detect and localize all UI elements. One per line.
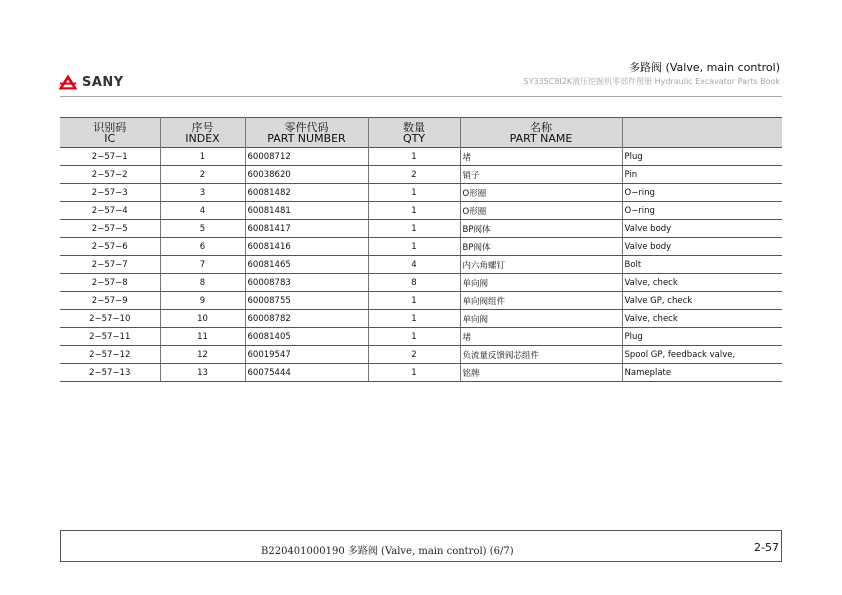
cell-ic: 2−57−2 bbox=[60, 166, 160, 184]
cell-ic: 2−57−6 bbox=[60, 238, 160, 256]
cell-ic: 2−57−9 bbox=[60, 292, 160, 310]
table-row bbox=[60, 148, 782, 166]
cell-name-en: Valve GP, check bbox=[622, 292, 782, 310]
page-footer bbox=[60, 530, 782, 562]
cell-index: 4 bbox=[160, 202, 245, 220]
cell-part-number: 60019547 bbox=[245, 346, 368, 364]
cell-name-cn: 单向阀组件 bbox=[460, 292, 622, 310]
table-header-row bbox=[60, 118, 782, 148]
cell-qty: 1 bbox=[368, 328, 460, 346]
col-header-qty: 数量 QTY bbox=[368, 118, 460, 148]
cell-part-number: 60081482 bbox=[245, 184, 368, 202]
table-row bbox=[60, 166, 782, 184]
cell-name-cn: BP阀体 bbox=[460, 220, 622, 238]
cell-name-cn: 内六角螺钉 bbox=[460, 256, 622, 274]
cell-ic: 2−57−1 bbox=[60, 148, 160, 166]
cell-qty: 1 bbox=[368, 202, 460, 220]
cell-name-en: Spool GP, feedback valve, bbox=[622, 346, 782, 364]
cell-part-number: 60081417 bbox=[245, 220, 368, 238]
cell-qty: 2 bbox=[368, 166, 460, 184]
cell-part-number: 60075444 bbox=[245, 364, 368, 382]
cell-name-cn: 负流量反馈阀芯组件 bbox=[460, 346, 622, 364]
sany-logo-icon bbox=[58, 74, 78, 90]
cell-index: 9 bbox=[160, 292, 245, 310]
table-row bbox=[60, 238, 782, 256]
cell-index: 3 bbox=[160, 184, 245, 202]
cell-qty: 1 bbox=[368, 220, 460, 238]
col-header-part-name-en bbox=[622, 118, 782, 148]
cell-name-cn: O形圈 bbox=[460, 202, 622, 220]
cell-name-en: Plug bbox=[622, 148, 782, 166]
cell-index: 6 bbox=[160, 238, 245, 256]
cell-name-cn: 堵 bbox=[460, 148, 622, 166]
cell-index: 11 bbox=[160, 328, 245, 346]
cell-index: 2 bbox=[160, 166, 245, 184]
cell-qty: 8 bbox=[368, 274, 460, 292]
cell-name-en: Bolt bbox=[622, 256, 782, 274]
table-row bbox=[60, 220, 782, 238]
cell-ic: 2−57−12 bbox=[60, 346, 160, 364]
cell-part-number: 60008755 bbox=[245, 292, 368, 310]
table-row bbox=[60, 184, 782, 202]
header-divider bbox=[60, 96, 782, 97]
cell-ic: 2−57−11 bbox=[60, 328, 160, 346]
sany-logo bbox=[58, 72, 124, 92]
cell-ic: 2−57−8 bbox=[60, 274, 160, 292]
cell-index: 5 bbox=[160, 220, 245, 238]
cell-ic: 2−57−13 bbox=[60, 364, 160, 382]
cell-name-en: Plug bbox=[622, 328, 782, 346]
table-row bbox=[60, 256, 782, 274]
cell-name-cn: 销子 bbox=[460, 166, 622, 184]
cell-ic: 2−57−5 bbox=[60, 220, 160, 238]
brand-name: SANY bbox=[82, 74, 124, 90]
col-header-part-name: 名称 PART NAME bbox=[460, 118, 622, 148]
cell-qty: 1 bbox=[368, 364, 460, 382]
cell-name-cn: BP阀体 bbox=[460, 238, 622, 256]
cell-name-cn: 铭牌 bbox=[460, 364, 622, 382]
table-row bbox=[60, 274, 782, 292]
cell-part-number: 60008782 bbox=[245, 310, 368, 328]
cell-part-number: 60081465 bbox=[245, 256, 368, 274]
cell-index: 10 bbox=[160, 310, 245, 328]
cell-part-number: 60081481 bbox=[245, 202, 368, 220]
cell-ic: 2−57−3 bbox=[60, 184, 160, 202]
col-header-ic: 识别码 IC bbox=[60, 118, 160, 148]
page-title: 多路阀 (Valve, main control) bbox=[629, 61, 780, 74]
cell-index: 13 bbox=[160, 364, 245, 382]
cell-qty: 1 bbox=[368, 310, 460, 328]
cell-qty: 1 bbox=[368, 184, 460, 202]
cell-name-en: Valve, check bbox=[622, 310, 782, 328]
parts-table-body bbox=[60, 148, 782, 382]
cell-name-en: O−ring bbox=[622, 202, 782, 220]
page-subtitle: SY335C8I2K液压挖掘机零部件图册 Hydraulic Excavator Parts Book bbox=[523, 77, 780, 86]
cell-qty: 4 bbox=[368, 256, 460, 274]
cell-ic: 2−57−4 bbox=[60, 202, 160, 220]
table-row bbox=[60, 292, 782, 310]
table-row bbox=[60, 328, 782, 346]
table-row bbox=[60, 310, 782, 328]
cell-name-en: Nameplate bbox=[622, 364, 782, 382]
table-row bbox=[60, 346, 782, 364]
cell-name-en: Valve body bbox=[622, 220, 782, 238]
cell-part-number: 60008712 bbox=[245, 148, 368, 166]
col-header-part-number: 零件代码 PART NUMBER bbox=[245, 118, 368, 148]
cell-name-cn: 单向阀 bbox=[460, 274, 622, 292]
cell-index: 7 bbox=[160, 256, 245, 274]
cell-index: 12 bbox=[160, 346, 245, 364]
footer-text: B220401000190 多路阀 (Valve, main control) (6/7) bbox=[261, 546, 514, 557]
cell-index: 1 bbox=[160, 148, 245, 166]
cell-part-number: 60081405 bbox=[245, 328, 368, 346]
cell-part-number: 60038620 bbox=[245, 166, 368, 184]
cell-ic: 2−57−7 bbox=[60, 256, 160, 274]
parts-table bbox=[60, 117, 782, 382]
cell-name-en: Valve, check bbox=[622, 274, 782, 292]
cell-qty: 1 bbox=[368, 292, 460, 310]
table-row bbox=[60, 202, 782, 220]
cell-qty: 1 bbox=[368, 238, 460, 256]
cell-part-number: 60081416 bbox=[245, 238, 368, 256]
cell-index: 8 bbox=[160, 274, 245, 292]
cell-qty: 2 bbox=[368, 346, 460, 364]
col-header-index: 序号 INDEX bbox=[160, 118, 245, 148]
table-row bbox=[60, 364, 782, 382]
cell-name-en: O−ring bbox=[622, 184, 782, 202]
cell-part-number: 60008783 bbox=[245, 274, 368, 292]
cell-name-en: Valve body bbox=[622, 238, 782, 256]
cell-name-en: Pin bbox=[622, 166, 782, 184]
page-number: 2-57 bbox=[754, 541, 779, 554]
cell-ic: 2−57−10 bbox=[60, 310, 160, 328]
cell-name-cn: 堵 bbox=[460, 328, 622, 346]
cell-name-cn: 单向阀 bbox=[460, 310, 622, 328]
cell-name-cn: O形圈 bbox=[460, 184, 622, 202]
cell-qty: 1 bbox=[368, 148, 460, 166]
